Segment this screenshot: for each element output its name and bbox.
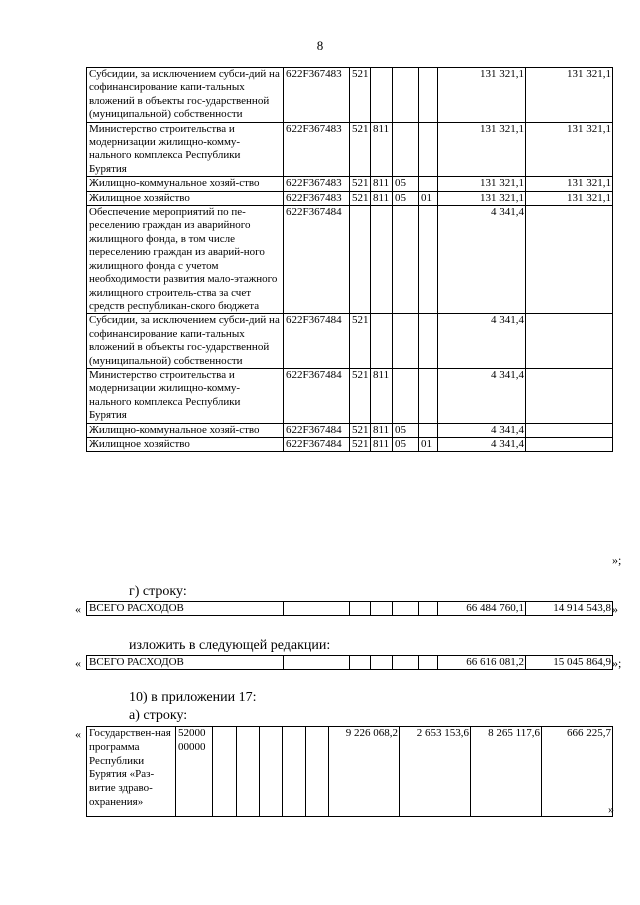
row-rz: 05 [393, 177, 419, 191]
row-code: 622F367483 [284, 191, 350, 205]
row-sum-2: 131 321,1 [526, 191, 613, 205]
row-sum-2: 131 321,1 [526, 177, 613, 191]
opening-quote: « [75, 656, 81, 670]
row-pr [419, 314, 438, 369]
table-row [87, 314, 613, 369]
row-code: 622F367484 [284, 206, 350, 314]
row-sum-1: 4 341,4 [438, 368, 526, 423]
row-grbs: 811 [371, 122, 393, 177]
row-sum-2 [526, 206, 613, 314]
table-row [87, 423, 613, 437]
row-vr: 521 [350, 423, 371, 437]
row-vr: 521 [350, 68, 371, 123]
row-code: 622F367483 [284, 122, 350, 177]
row-sum-2 [526, 437, 613, 451]
row-grbs [371, 206, 393, 314]
row-sum-1: 4 341,4 [438, 314, 526, 369]
row-name: Обеспечение мероприятий по пе-реселению граждан из аварийного жилищного фонда, в том числе переселению граждан из аварий-ного жилищного фонда с учетом необходимости развития мало-этажного жилищного строитель-ства за счет средств республикан-ского бюджета [87, 206, 284, 314]
table-row [87, 368, 613, 423]
value-1: 9 226 068,2 [329, 727, 400, 817]
row-sum-1: 131 321,1 [438, 68, 526, 123]
item-a-caption: а) строку: [129, 708, 188, 723]
total-sum-1: 66 616 081,2 [438, 656, 526, 670]
row-grbs [371, 314, 393, 369]
table-row [87, 206, 613, 314]
row-code: 622F367483 [284, 177, 350, 191]
row-sum-2: 131 321,1 [526, 68, 613, 123]
row-vr: 521 [350, 368, 371, 423]
row-rz [393, 68, 419, 123]
row-grbs: 811 [371, 423, 393, 437]
row-code: 622F367484 [284, 437, 350, 451]
row-rz: 05 [393, 191, 419, 205]
row-sum-2 [526, 423, 613, 437]
table-row [87, 437, 613, 451]
table-row [87, 656, 613, 670]
page-number: 8 [316, 38, 324, 53]
row-name: Жилищное хозяйство [87, 191, 284, 205]
total-new-table [86, 655, 613, 670]
closing-quote: »; [612, 656, 622, 670]
row-pr [419, 368, 438, 423]
row-vr: 521 [350, 191, 371, 205]
row-sum-2 [526, 368, 613, 423]
row-sum-2 [526, 314, 613, 369]
row-sum-1: 131 321,1 [438, 191, 526, 205]
row-name: Субсидии, за исключением субси-дий на софинансирование капи-тальных вложений в объекты гос-ударственной (муниципальной) собственности [87, 314, 284, 369]
value-2: 2 653 153,6 [400, 727, 471, 817]
budget-table [86, 67, 613, 452]
replace-caption: изложить в следующей редакции: [129, 638, 331, 653]
row-sum-1: 4 341,4 [438, 206, 526, 314]
row-rz [393, 122, 419, 177]
row-grbs: 811 [371, 437, 393, 451]
closing-quote: » [612, 602, 618, 616]
row-vr: 521 [350, 314, 371, 369]
row-pr [419, 423, 438, 437]
row-name: Жилищно-коммунальное хозяй-ство [87, 423, 284, 437]
row-name: Министерство строительства и модернизации жилищно-комму-нального комплекса Республики Бурятия [87, 122, 284, 177]
row-sum-1: 4 341,4 [438, 437, 526, 451]
table-row [87, 122, 613, 177]
closing-quote: »; [612, 553, 622, 567]
row-sum-1: 131 321,1 [438, 177, 526, 191]
program-code: 52000 00000 [176, 727, 213, 817]
table-row [87, 602, 613, 616]
row-rz: 05 [393, 423, 419, 437]
value-4: 666 225,7 [542, 727, 613, 817]
total-label: ВСЕГО РАСХОДОВ [87, 602, 284, 616]
closing-quote: » [608, 802, 614, 816]
row-pr [419, 122, 438, 177]
row-vr: 521 [350, 122, 371, 177]
table-row [87, 177, 613, 191]
row-sum-1: 4 341,4 [438, 423, 526, 437]
item-g-caption: г) строку: [129, 584, 187, 599]
table-row [87, 191, 613, 205]
appendix-17-table [86, 726, 613, 817]
row-pr: 01 [419, 191, 438, 205]
total-old-table [86, 601, 613, 616]
row-name: Жилищно-коммунальное хозяй-ство [87, 177, 284, 191]
row-pr [419, 206, 438, 314]
total-sum-2: 14 914 543,8 [526, 602, 613, 616]
total-sum-2: 15 045 864,9 [526, 656, 613, 670]
row-code: 622F367484 [284, 314, 350, 369]
table-row [87, 727, 613, 817]
row-rz [393, 206, 419, 314]
item-10-caption: 10) в приложении 17: [129, 690, 257, 705]
row-pr [419, 177, 438, 191]
row-rz [393, 314, 419, 369]
row-rz [393, 368, 419, 423]
row-pr [419, 68, 438, 123]
row-sum-2: 131 321,1 [526, 122, 613, 177]
row-name: Субсидии, за исключением субси-дий на софинансирование капи-тальных вложений в объекты гос-ударственной (муниципальной) собственности [87, 68, 284, 123]
opening-quote: « [75, 727, 81, 741]
total-sum-1: 66 484 760,1 [438, 602, 526, 616]
row-name: Жилищное хозяйство [87, 437, 284, 451]
total-label: ВСЕГО РАСХОДОВ [87, 656, 284, 670]
row-code: 622F367483 [284, 68, 350, 123]
row-rz: 05 [393, 437, 419, 451]
value-3: 8 265 117,6 [471, 727, 542, 817]
row-grbs: 811 [371, 177, 393, 191]
row-pr: 01 [419, 437, 438, 451]
row-code: 622F367484 [284, 368, 350, 423]
row-name: Министерство строительства и модернизации жилищно-комму-нального комплекса Республики Бурятия [87, 368, 284, 423]
row-vr: 521 [350, 177, 371, 191]
row-sum-1: 131 321,1 [438, 122, 526, 177]
opening-quote: « [75, 602, 81, 616]
row-grbs: 811 [371, 191, 393, 205]
row-vr [350, 206, 371, 314]
program-name: Государствен-ная программа Республики Бурятия «Раз-витие здраво-охранения» [87, 727, 176, 817]
row-code: 622F367484 [284, 423, 350, 437]
row-vr: 521 [350, 437, 371, 451]
table-row [87, 68, 613, 123]
row-grbs: 811 [371, 368, 393, 423]
row-grbs [371, 68, 393, 123]
